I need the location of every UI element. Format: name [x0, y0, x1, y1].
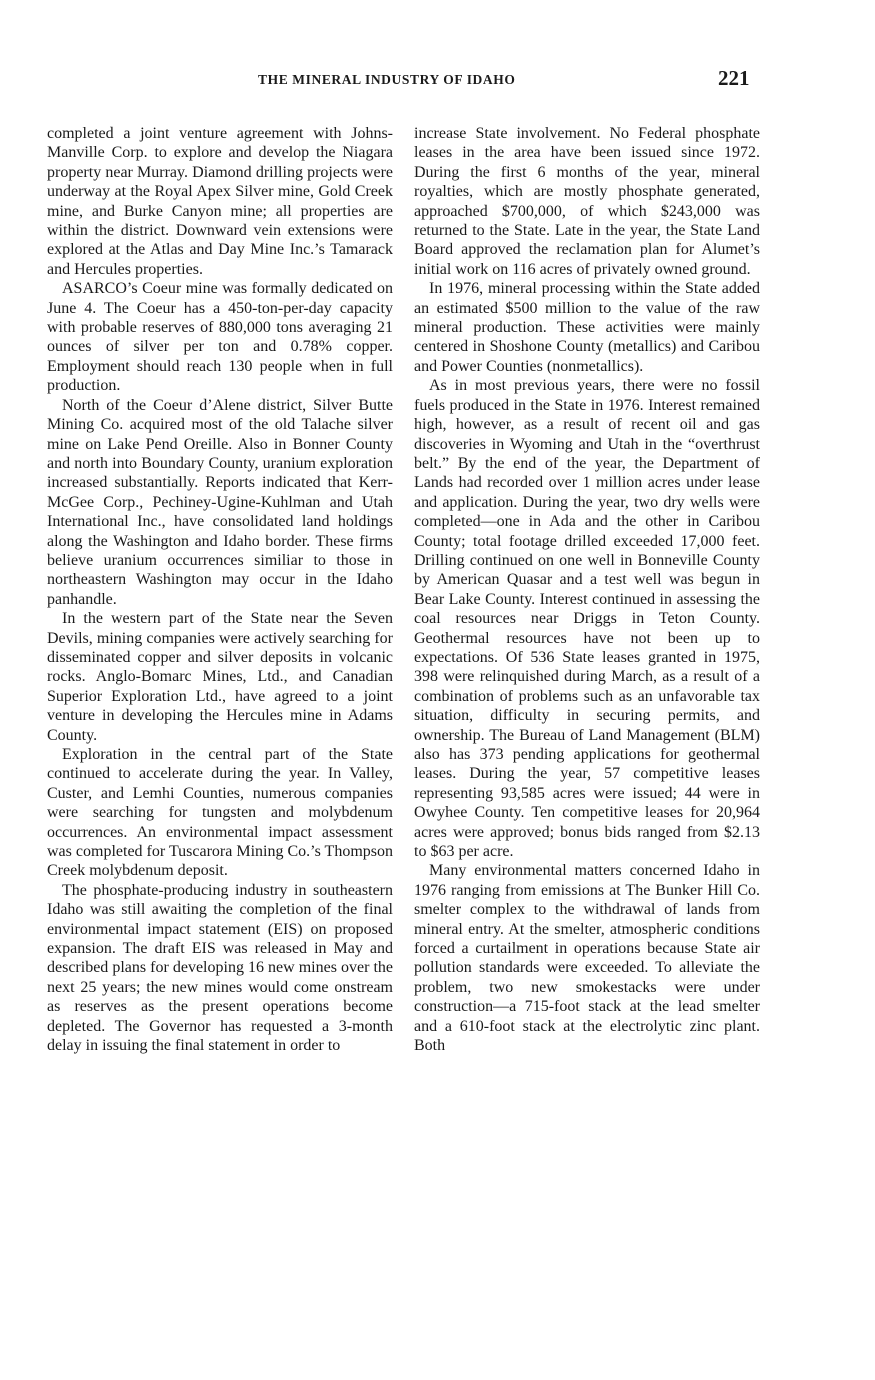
paragraph-fossil-fuels: As in most previous years, there were no fossil fuels produced in the State in 1976. Interest remained high, however, as a result of recent oil and gas discoveries in Wyoming and Utah in the “overthrust belt.” By the end of the year, the Department of Lands had recorded over 1 million acres under lease and application. During the year, two dry wells were completed—one in Ada and the other in Caribou County; total footage drilled exceeded 17,000 feet. Drilling continued on one well in Bonneville County by American Quasar and a test well was begun in Bear Lake County. Interest continued in assessing the coal resources near Driggs in Teton County. Geothermal resources have not been up to expectations. Of 536 State leases granted in 1975, 398 were relinquished during March, as a result of a combination of problems such as an unfavorable tax situation, difficulty in securing permits, and ownership. The Bureau of Land Management (BLM) also has 373 pending applications for geothermal leases. During the year, 57 competitive leases representing 93,585 acres were issued; 44 were in Owyhee County. Ten competitive leases for 20,964 acres were approved; bonus bids ranged from $2.13 to $63 per acre. [414, 377, 760, 861]
paragraph-phosphate-industry: The phosphate-producing industry in southeastern Idaho was still awaiting the completion of the final environmental impact statement (EIS) on proposed expansion. The draft EIS was released in May and described plans for developing 16 new mines over the next 25 years; the new mines would come onstream as reserves as the present operations become depleted. The Governor has requested a 3-month delay in issuing the final statement in order to [47, 881, 393, 1055]
right-column [414, 124, 760, 1056]
paragraph-central-exploration: Exploration in the central part of the State continued to accelerate during the year. In Valley, Custer, and Lemhi Counties, numerous companies were searching for tungsten and molybdenum occurrences. An environmental impact assessment was completed for Tuscarora Mining Co.’s Thompson Creek molybdenum deposit. [47, 746, 393, 880]
paragraph-mineral-processing: In 1976, mineral processing within the State added an estimated $500 million to the value of the raw mineral production. These activities were mainly centered in Shoshone County (metallics) and Caribou and Power Counties (nonmetallics). [414, 280, 760, 375]
paragraph-seven-devils: In the western part of the State near the Seven Devils, mining companies were actively searching for disseminated copper and silver deposits in volcanic rocks. Anglo-Bomarc Mines, Ltd., and Canadian Superior Exploration Ltd., have agreed to a joint venture in developing the Hercules mine in Adams County. [47, 610, 393, 744]
left-column [47, 124, 393, 1056]
paragraph-coeur-mine: ASARCO’s Coeur mine was formally dedicated on June 4. The Coeur has a 450-ton-per-day capacity with probable reserves of 880,000 tons averaging 21 ounces of silver per ton and 0.78% copper. Employment should reach 130 people when in full production. [47, 280, 393, 395]
running-head-title: THE MINERAL INDUSTRY OF IDAHO [258, 72, 516, 87]
paragraph-state-involvement: increase State involvement. No Federal phosphate leases in the area have been issued since 1972. During the first 6 months of the year, mineral royalties, which are mostly phosphate generated, approached $700,000, of which $243,000 was returned to the State. Late in the year, the State Land Board approved the reclamation plan for Alumet’s initial work on 116 acres of privately owned ground. [414, 125, 760, 278]
paragraph-continuation: completed a joint venture agreement with Johns-Manville Corp. to explore and develop the Niagara property near Murray. Diamond drilling projects were underway at the Royal Apex Silver mine, Gold Creek mine, and Burke Canyon mine; all properties are within the district. Downward vein extensions were explored at the Atlas and Day Mine Inc.’s Tamarack and Hercules properties. [47, 125, 393, 278]
paragraph-silver-butte: North of the Coeur d’Alene district, Silver Butte Mining Co. acquired most of the old Talache silver mine on Lake Pend Oreille. Also in Bonner County and north into Boundary County, uranium exploration increased substantially. Reports indicated that Kerr-McGee Corp., Pechiney-Ugine-Kuhlman and Utah International Inc., have consolidated land holdings along the Washington and Idaho border. These firms believe uranium occurrences similiar to those in northeastern Washington may occur in the Idaho panhandle. [47, 396, 393, 608]
page-number: 221 [718, 66, 750, 90]
paragraph-environmental-matters: Many environmental matters concerned Idaho in 1976 ranging from emissions at The Bunker Hill Co. smelter complex to the withdrawal of lands from mineral entry. At the smelter, atmospheric conditions forced a curtailment in operations because State air pollution standards were exceeded. To alleviate the problem, two new smokestacks were under construction—a 715-foot stack at the lead smelter and a 610-foot stack at the electrolytic zinc plant. Both [414, 862, 760, 1055]
